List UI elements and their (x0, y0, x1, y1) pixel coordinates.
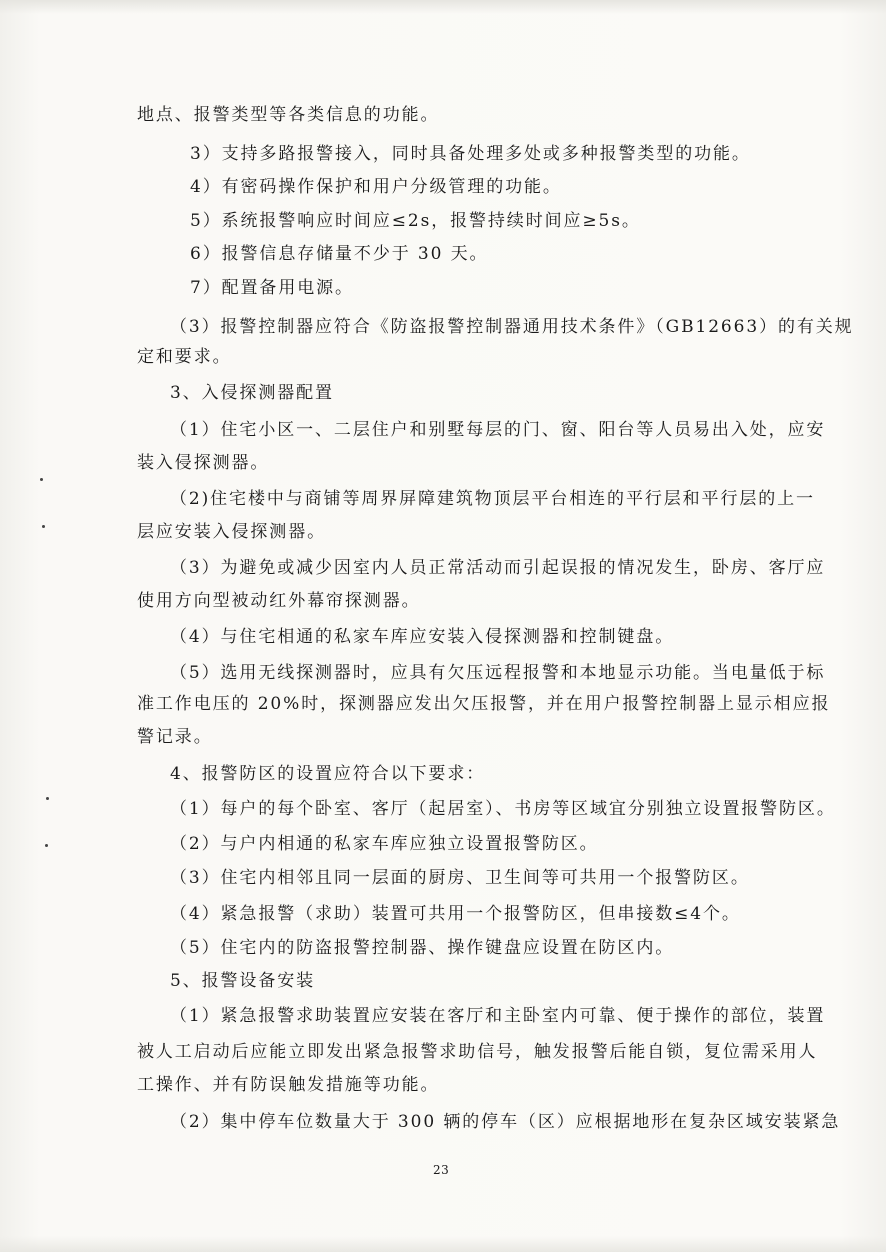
text-line: （4）紧急报警（求助）装置可共用一个报警防区，但串接数≤4个。 (170, 904, 741, 924)
section-heading: 3、入侵探测器配置 (170, 383, 334, 403)
scan-speck (40, 478, 43, 481)
text-line: 准工作电压的 20%时，探测器应发出欠压报警，并在用户报警控制器上显示相应报 (137, 694, 831, 714)
text-line: （3）住宅内相邻且同一层面的厨房、卫生间等可共用一个报警防区。 (170, 868, 750, 888)
scan-top-shadow (0, 0, 886, 14)
text-line: 4）有密码操作保护和用户分级管理的功能。 (190, 177, 562, 197)
scan-speck (46, 797, 49, 800)
text-line: 地点、报警类型等各类信息的功能。 (137, 105, 440, 125)
text-line: （5）选用无线探测器时，应具有欠压远程报警和本地显示功能。当电量低于标 (170, 663, 826, 683)
scan-bottom-shadow (0, 1236, 886, 1252)
text-line: （4）与住宅相通的私家车库应安装入侵探测器和控制键盘。 (170, 627, 675, 647)
text-line: （2)住宅楼中与商铺等周界屏障建筑物顶层平台相连的平行层和平行层的上一 (170, 489, 815, 509)
text-line: 7）配置备用电源。 (190, 278, 354, 298)
section-heading: 5、报警设备安装 (170, 971, 316, 991)
text-line: 装入侵探测器。 (137, 453, 270, 473)
text-line: 使用方向型被动红外幕帘探测器。 (137, 591, 421, 611)
text-line: 被人工启动后应能立即发出紧急报警求助信号，触发报警后能自锁，复位需采用人 (137, 1042, 818, 1062)
text-line: 5）系统报警响应时间应≤2s，报警持续时间应≥5s。 (190, 211, 641, 231)
scan-speck (42, 525, 45, 528)
text-line: 3）支持多路报警接入，同时具备处理多处或多种报警类型的功能。 (190, 144, 751, 164)
text-line: （1）紧急报警求助装置应安装在客厅和主卧室内可靠、便于操作的部位，装置 (170, 1006, 826, 1026)
text-line: （2）集中停车位数量大于 300 辆的停车（区）应根据地形在复杂区域安装紧急 (170, 1112, 841, 1132)
text-line: 层应安装入侵探测器。 (137, 522, 326, 542)
text-line: 定和要求。 (137, 347, 232, 367)
text-line: （2）与户内相通的私家车库应独立设置报警防区。 (170, 834, 599, 854)
text-line: （3）为避免或减少因室内人员正常活动而引起误报的情况发生，卧房、客厅应 (170, 558, 826, 578)
scan-speck (45, 844, 48, 847)
text-line: 6）报警信息存储量不少于 30 天。 (190, 244, 489, 264)
text-line: （1）住宅小区一、二层住户和别墅每层的门、窗、阳台等人员易出入处，应安 (170, 420, 826, 440)
text-line: （5）住宅内的防盗报警控制器、操作键盘应设置在防区内。 (170, 938, 675, 958)
text-line: （1）每户的每个卧室、客厅（起居室）、书房等区域宜分别独立设置报警防区。 (170, 799, 836, 819)
text-line: 警记录。 (137, 727, 213, 747)
section-heading: 4、报警防区的设置应符合以下要求： (170, 764, 486, 784)
text-line: 工操作、并有防误触发措施等功能。 (137, 1075, 440, 1095)
text-line: （3）报警控制器应符合《防盗报警控制器通用技术条件》（GB12663）的有关规 (170, 317, 854, 337)
page-number: 23 (433, 1163, 450, 1177)
